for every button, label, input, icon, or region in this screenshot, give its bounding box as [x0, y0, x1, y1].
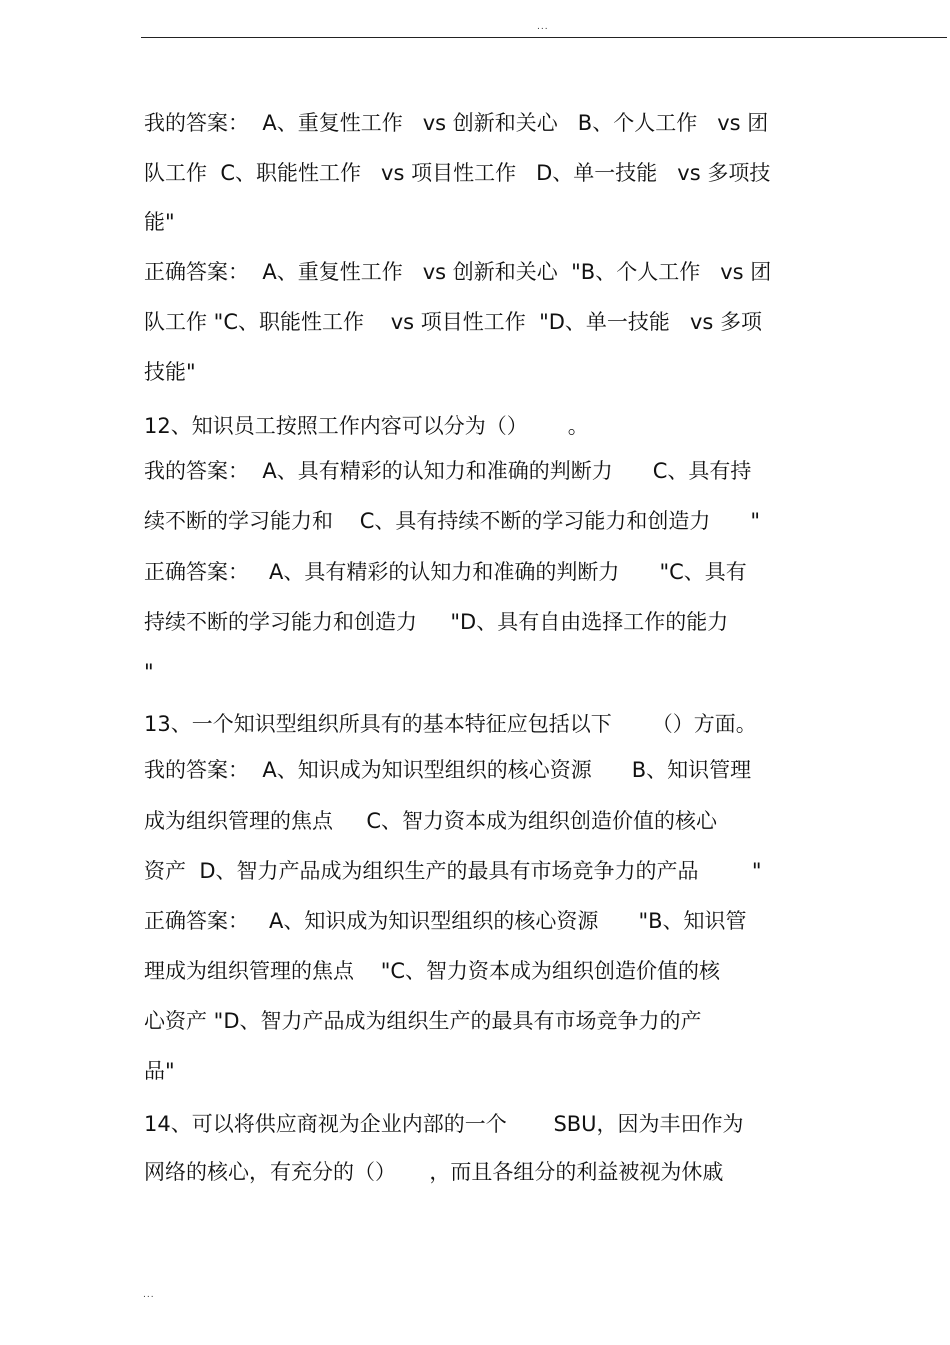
text-line: 队工作 "C、职能性工作 vs 项目性工作 "D、单一技能 vs 多项 [144, 310, 762, 334]
question-title: 14、可以将供应商视为企业内部的一个 SBU，因为丰田作为 [144, 1112, 744, 1136]
text-line: 我的答案： A、重复性工作 vs 创新和关心 B、个人工作 vs 团 [144, 111, 769, 135]
text-line: 正确答案： A、重复性工作 vs 创新和关心 "B、个人工作 vs 团 [144, 260, 772, 284]
text-line: 心资产 "D、智力产品成为组织生产的最具有市场竞争力的产 [144, 1009, 702, 1033]
text-line: 续不断的学习能力和 C、具有持续不断的学习能力和创造力 " [144, 509, 761, 533]
header-mark: ... [537, 22, 549, 32]
text-line: 品" [144, 1059, 175, 1083]
text-line: 资产 D、智力产品成为组织生产的最具有市场竞争力的产品 " [144, 859, 762, 883]
text-line: 网络的核心，有充分的（） ，而且各组分的利益被视为休戚 [144, 1160, 724, 1184]
text-line: 我的答案： A、具有精彩的认知力和准确的判断力 C、具有持 [144, 459, 752, 483]
text-line: 队工作 C、职能性工作 vs 项目性工作 D、单一技能 vs 多项技 [144, 161, 771, 185]
text-line: " [144, 660, 154, 684]
footer-mark: ... [143, 1290, 155, 1300]
text-line: 持续不断的学习能力和创造力 "D、具有自由选择工作的能力 [144, 610, 729, 634]
question-title: 13、一个知识型组织所具有的基本特征应包括以下 （）方面。 [144, 712, 757, 736]
question-title: 12、知识员工按照工作内容可以分为（） 。 [144, 414, 589, 438]
text-line: 技能" [144, 360, 196, 384]
text-line: 成为组织管理的焦点 C、智力资本成为组织创造价值的核心 [144, 809, 718, 833]
text-line: 我的答案： A、知识成为知识型组织的核心资源 B、知识管理 [144, 758, 752, 782]
text-line: 正确答案： A、知识成为知识型组织的核心资源 "B、知识管 [144, 909, 747, 933]
text-line: 能" [144, 210, 175, 234]
text-line: 正确答案： A、具有精彩的认知力和准确的判断力 "C、具有 [144, 560, 747, 584]
text-line: 理成为组织管理的焦点 "C、智力资本成为组织创造价值的核 [144, 959, 721, 983]
